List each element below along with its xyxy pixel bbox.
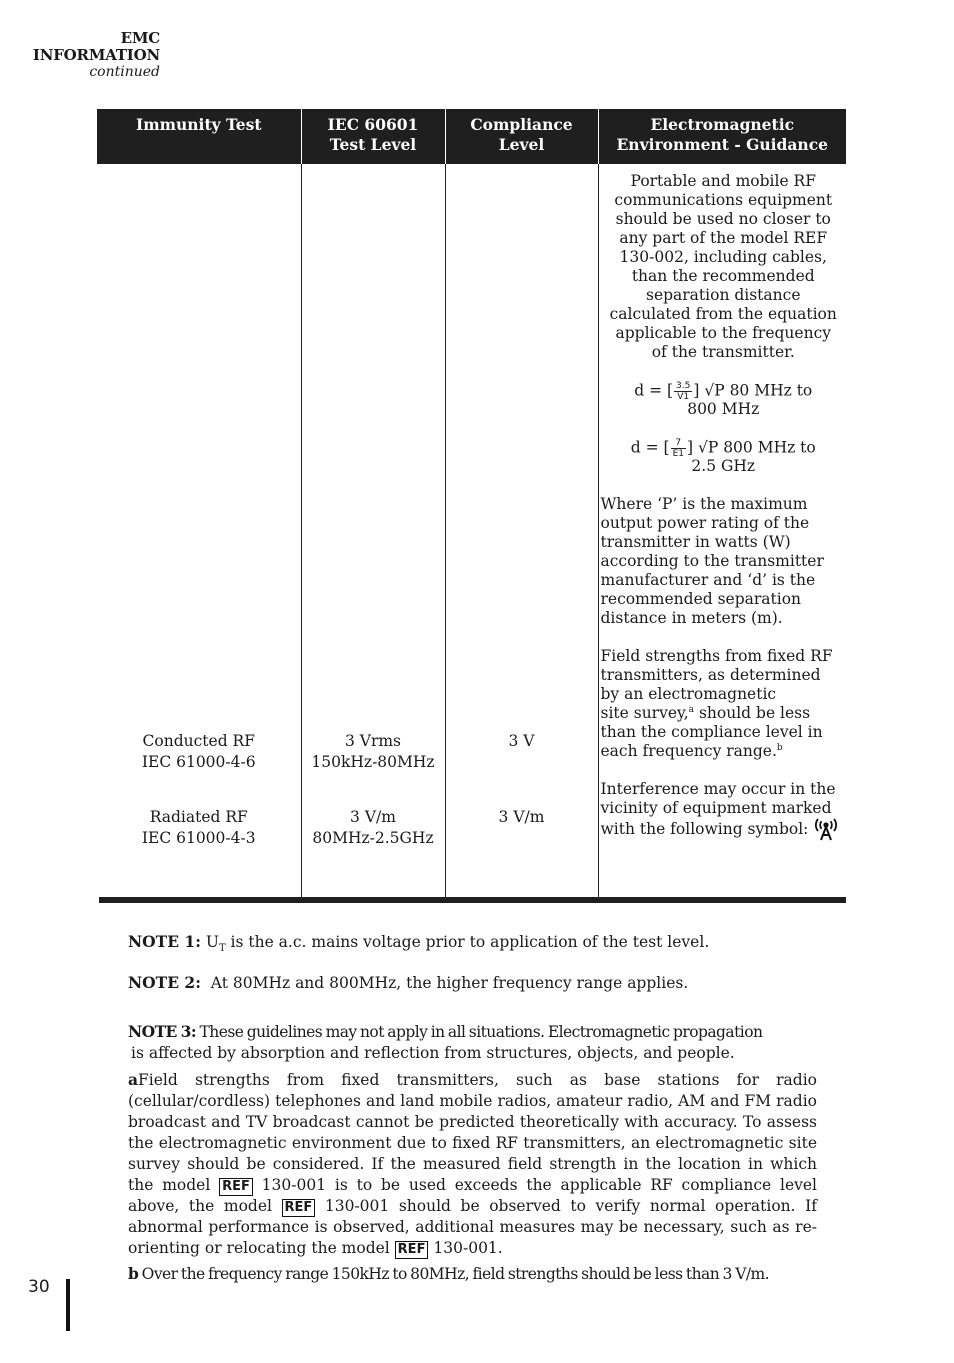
equation-80-800mhz: d = [ $\frac{3.5}{V1}$ ] √P 80 MHz to 800 MHz <box>634 381 813 418</box>
section-title-line1: EMC <box>120 29 160 47</box>
footnote-b: b Over the frequency range 150kHz to 80MHz, field strengths should be less than 3 V/m. <box>128 1264 770 1283</box>
note-3: NOTE 3: These guidelines may not apply in all situations. Electromagnetic propagation is affected by absorption and reflection from structures, objects, and people. <box>128 1022 763 1062</box>
footnote-a: aField strengths from fixed transmitters, such as base stations for radio (cellular/cordless) telephones and land mobile radios, amateur radio, AM and FM radio broadcast and TV broadcast cannot be predicted theoretically with accuracy. To assess the electromagnetic environment due to fixed RF transmitters, an electromagnetic site survey should be considered. If the measured field strength in the location in which the model REF 130-001 is to be used exceeds the applicable RF compliance level above, the model REF 130-001 should be observed to verify normal operation. If abnormal performance is observed, additional measures may be necessary, such as re-orienting or relocating the model REF 130-001. <box>128 1070 817 1257</box>
compliance-level-cell <box>445 164 598 898</box>
emc-immunity-table <box>97 109 846 898</box>
note-2: NOTE 2: At 80MHz and 800MHz, the higher frequency range applies. <box>128 973 689 992</box>
ref-symbol-icon: REF <box>395 1241 429 1259</box>
non-ionizing-radiation-icon <box>813 818 839 842</box>
header-em-guidance: Electromagnetic Environment - Guidance <box>598 109 846 164</box>
radiated-rf-level: 3 V/m 80MHz-2.5GHz <box>312 808 434 847</box>
section-title-line2: INFORMATION <box>32 46 160 64</box>
ref-symbol-icon: REF <box>282 1199 316 1217</box>
section-header <box>33 30 160 81</box>
conducted-rf-level: 3 Vrms 150kHz-80MHz <box>311 732 435 771</box>
radiated-rf-compliance: 3 V/m <box>498 808 545 826</box>
table-header-row <box>97 109 846 164</box>
page-number-bar <box>66 1279 70 1331</box>
equation-800mhz-2-5ghz: d = [ $\frac{7}{E1}$ ] √P 800 MHz to 2.5 GHz <box>630 438 816 475</box>
conducted-rf-test: Conducted RF IEC 61000-4-6 <box>141 732 256 771</box>
table-row <box>97 164 846 898</box>
guidance-interference-paragraph: Interference may occur in the vicinity of equipment marked with the following symbol: <box>601 780 847 842</box>
test-level-cell <box>301 164 445 898</box>
radiated-rf-test: Radiated RF IEC 61000-4-3 <box>141 808 256 847</box>
guidance-cell <box>598 164 846 898</box>
footnote-ref-a: a <box>688 704 695 715</box>
fraction-3-5-v1: $\frac{3.5}{V1}$ <box>676 381 691 402</box>
fraction-7-e1: $\frac{7}{E1}$ <box>672 438 684 459</box>
header-compliance-level: Compliance Level <box>445 109 598 164</box>
ref-symbol-icon: REF <box>219 1178 253 1196</box>
guidance-separation-paragraph: Portable and mobile RF communications equipment should be used no closer to any part of the model REF 130-002, including cables, than the recommended separation distance calculated from the equation applicable to the frequency of the transmitter. <box>609 172 837 361</box>
guidance-field-strength-paragraph: Field strengths from fixed RF transmitters, as determined by an electromagnetic site survey,$^a$ should be less than the compliance level in each frequency range.$^b$ <box>600 647 833 760</box>
page-number: 30 <box>28 1277 50 1297</box>
table-bottom-rule <box>99 897 846 903</box>
section-continued: continued <box>89 64 160 80</box>
guidance-definitions-paragraph: Where ‘P’ is the maximum output power rating of the transmitter in watts (W) according to the transmitter manufacturer and ‘d’ is the recommended separation distance in meters (m). <box>600 495 824 627</box>
note-1: NOTE 1: $U_T$ is the a.c. mains voltage prior to application of the test level. <box>128 932 710 955</box>
header-iec-test-level: IEC 60601 Test Level <box>301 109 445 164</box>
conducted-rf-compliance: 3 V <box>508 732 535 750</box>
footnote-ref-b: b <box>776 742 783 753</box>
immunity-test-cell <box>97 164 301 898</box>
header-immunity-test: Immunity Test <box>97 109 301 164</box>
